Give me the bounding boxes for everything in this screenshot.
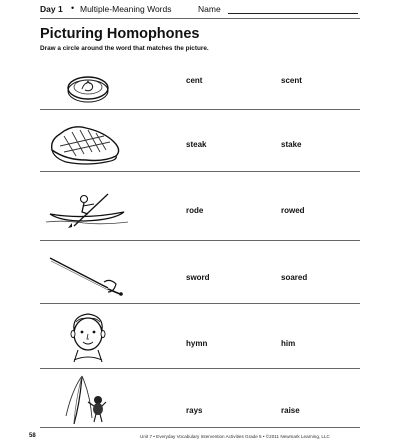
word-option[interactable]: hymn [186, 339, 208, 348]
word-option[interactable]: raise [281, 406, 300, 415]
instructions: Draw a circle around the word that matches the picture. [40, 45, 209, 52]
word-option[interactable]: steak [186, 140, 207, 149]
word-option[interactable]: soared [281, 273, 308, 282]
word-option[interactable]: stake [281, 140, 302, 149]
word-option[interactable]: rode [186, 206, 204, 215]
row-divider [40, 303, 360, 304]
footer-rule [40, 427, 360, 428]
name-label: Name [198, 4, 221, 14]
topic-label: Multiple-Meaning Words [80, 4, 172, 14]
word-option[interactable]: him [281, 339, 296, 348]
page-number: 58 [29, 433, 36, 439]
word-option[interactable]: rays [186, 406, 203, 415]
day-label: Day 1 [40, 4, 63, 14]
steak-icon [46, 120, 126, 166]
word-option[interactable]: scent [281, 76, 302, 85]
coin-icon [62, 70, 114, 104]
row-divider [40, 171, 360, 172]
sword-icon [44, 252, 128, 296]
word-option[interactable]: sword [186, 273, 210, 282]
row-divider [40, 368, 360, 369]
word-option[interactable]: rowed [281, 206, 305, 215]
rowing-boat-icon [44, 190, 130, 230]
page-title: Picturing Homophones [40, 26, 200, 42]
bear-climbing-icon [60, 372, 116, 426]
word-option[interactable]: cent [186, 76, 203, 85]
header-rule [40, 18, 360, 19]
page-header [40, 4, 360, 16]
header-separator: • [71, 3, 75, 13]
row-divider [40, 109, 360, 110]
boy-face-icon [62, 310, 114, 364]
footer-credit: Unit 7 • Everyday Vocabulary Intervention Activities Grade 5 • ©2011 Newmark Learning, LLC [140, 434, 330, 439]
row-divider [40, 240, 360, 241]
name-line[interactable] [228, 13, 358, 14]
